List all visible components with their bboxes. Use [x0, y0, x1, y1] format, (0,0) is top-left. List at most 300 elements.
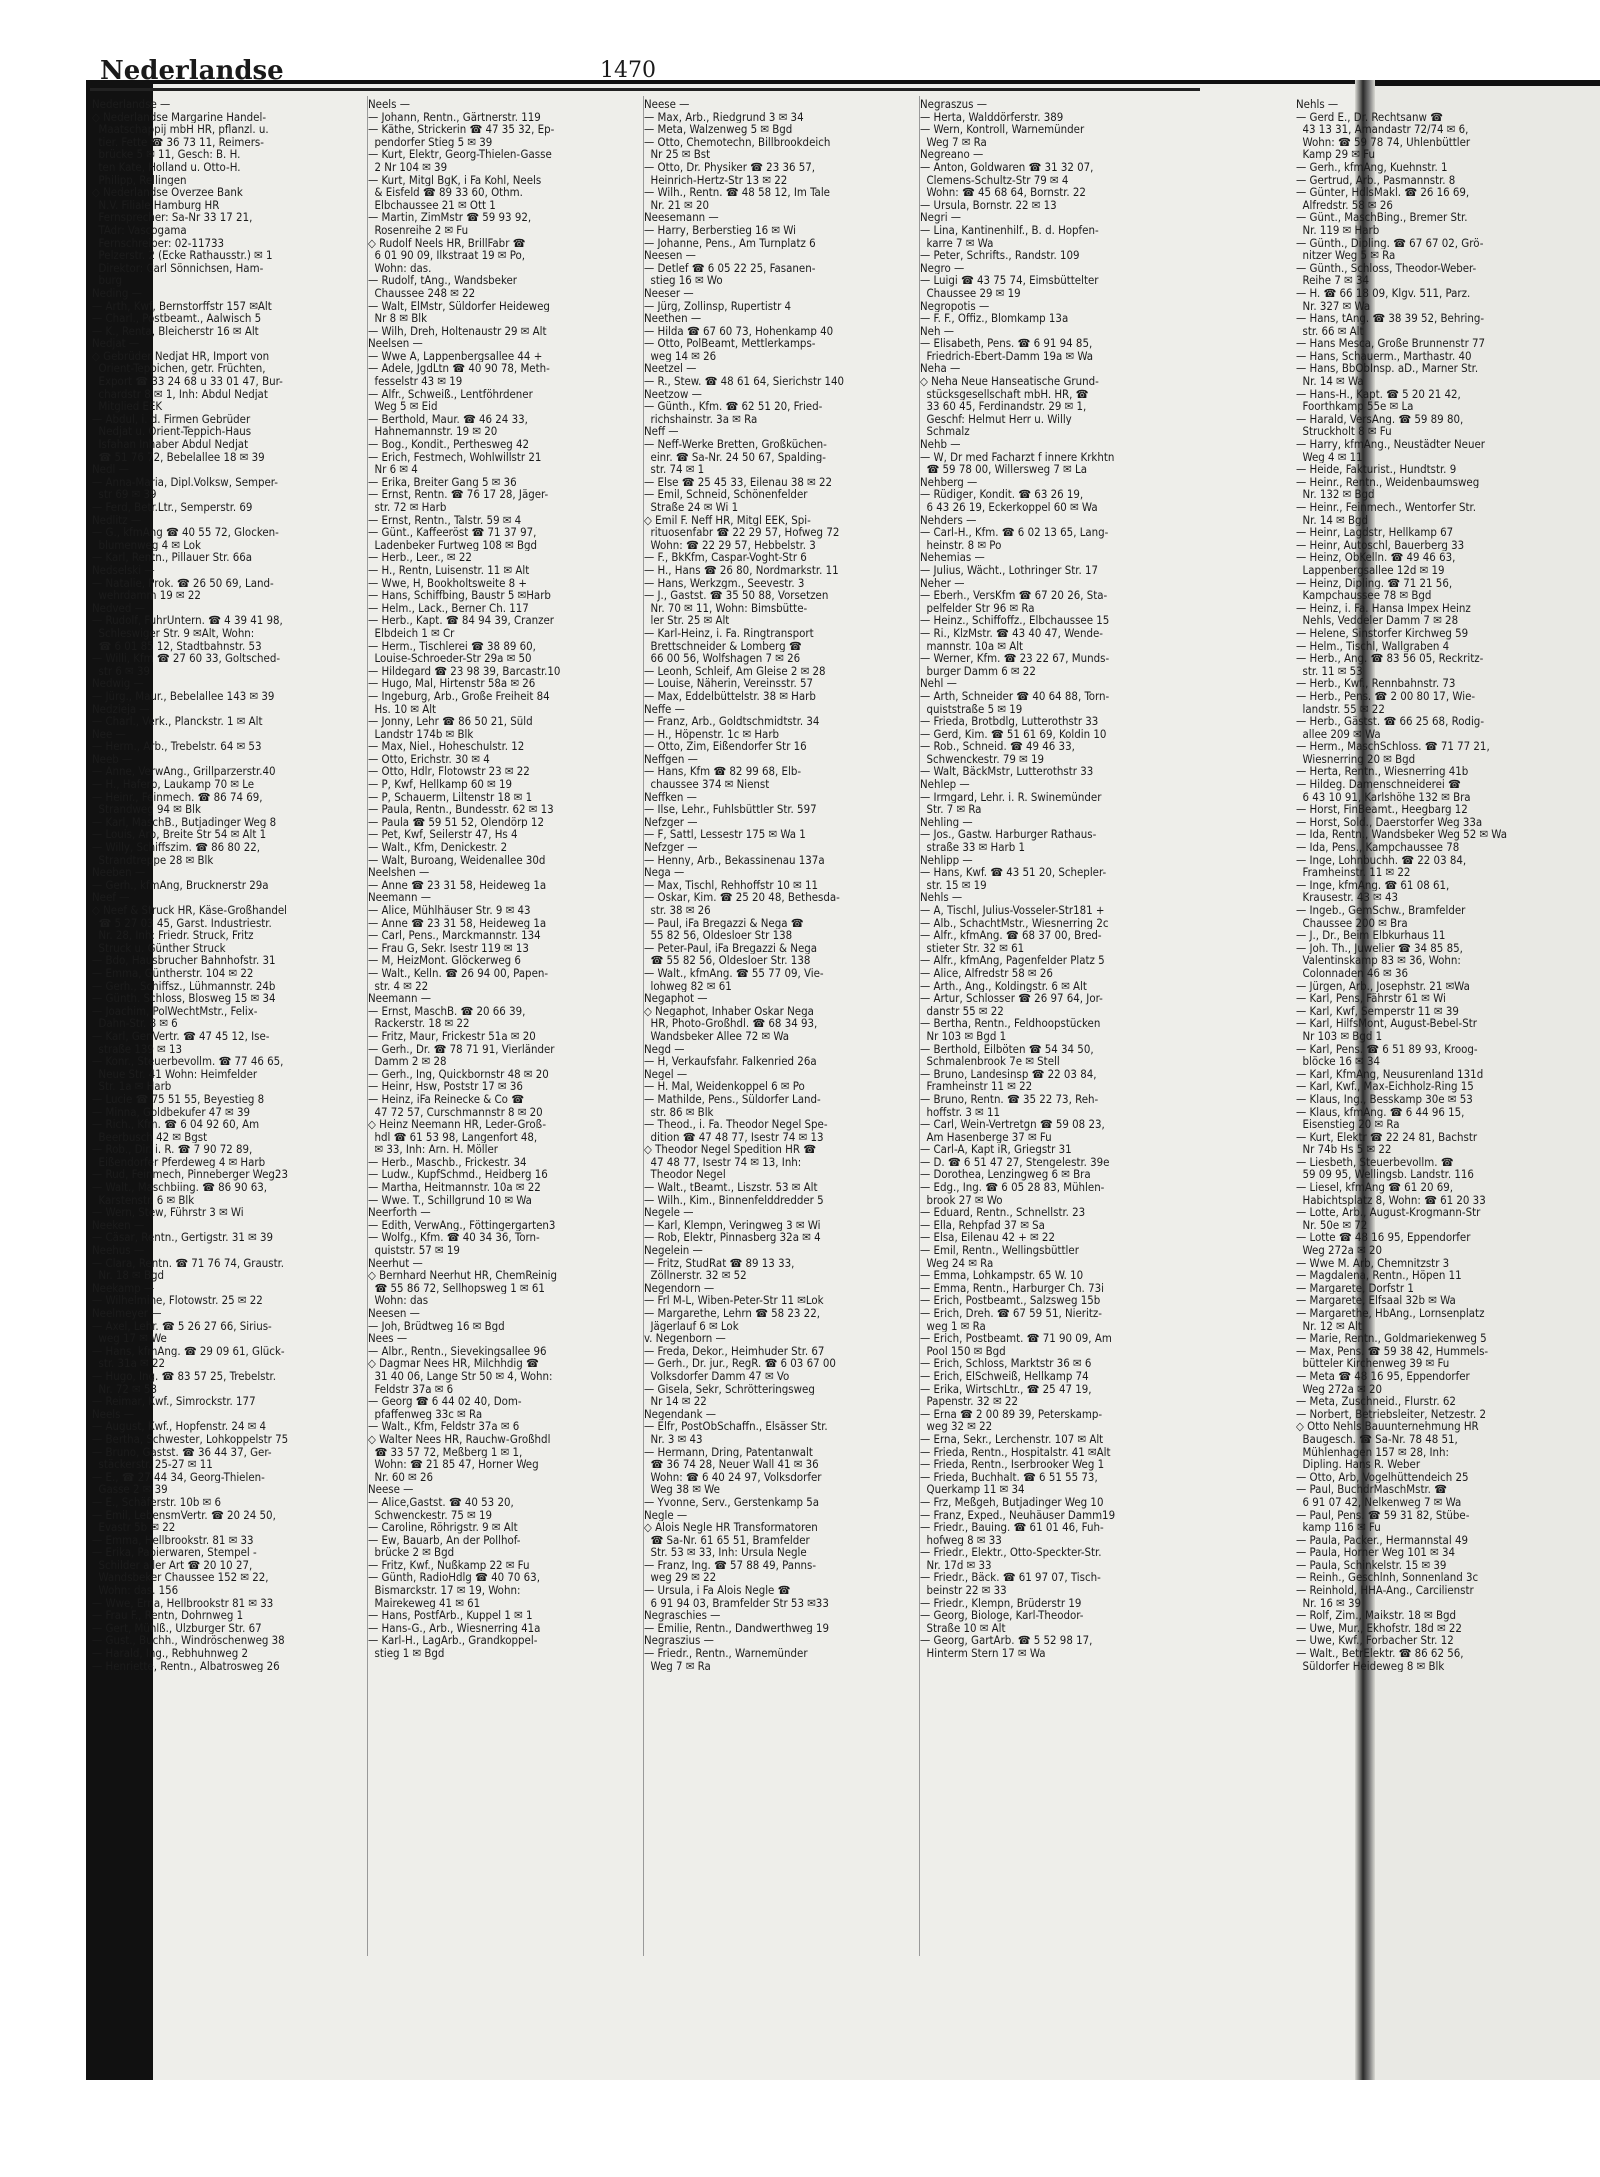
directory-entry-line: — Alice, Alfredstr 58 ✉ 26 [920, 966, 1053, 980]
directory-entry-line: Nehlep — [920, 778, 970, 791]
directory-entry-line: Kampchaussee 78 ✉ Bgd [1296, 589, 1432, 602]
directory-entry-line: str. 72 ✉ Harb [368, 501, 447, 514]
directory-column-4 [920, 98, 1195, 1968]
directory-entry-line: Negraszius — [644, 1634, 714, 1648]
directory-entry-line: Nees — [368, 1332, 408, 1345]
directory-entry-line: — Harald, Ing., Rebhuhnweg 2 [92, 1647, 249, 1660]
directory-entry-line: — Otto, Chemotechn, Billbrookdeich [644, 135, 831, 149]
directory-entry-line: Weg 7 ✉ Ra [644, 1659, 711, 1673]
directory-entry-line: — Heinz., Schiffoffz., Elbchaussee 15 [920, 614, 1110, 627]
directory-entry-line: — Rob., Dir. i. R. ☎ 7 90 72 89, [92, 1143, 253, 1156]
directory-entry-line: Nedved — [92, 601, 145, 615]
directory-entry-line: 6 43 10 91, Karlshöhe 132 ✉ Bra [1296, 790, 1471, 804]
directory-entry-line: — Bdo, Hausbrucher Bahnhofstr. 31 [92, 954, 276, 967]
directory-entry-line: — Günth, RadioHdlg ☎ 40 70 63, [368, 1571, 540, 1585]
directory-entry-line: Weg 272a ✉ 20 [1296, 1382, 1383, 1396]
directory-entry-line: — Wolfg., Kfm. ☎ 40 34 36, Torn- [368, 1231, 540, 1245]
directory-entry-line: burger Damm 6 ✉ 22 [920, 664, 1036, 678]
directory-entry-line: — August, Kwf., Hopfenstr. 24 ✉ 4 [92, 1420, 267, 1433]
directory-entry-line: ☎ 33 57 72, Meßberg 1 ✉ 1, [368, 1445, 523, 1459]
directory-entry-line: v. Negenborn — [644, 1332, 726, 1345]
directory-entry-line: Mairekeweg 41 ✉ 61 [368, 1596, 481, 1610]
directory-entry-line: Rackerstr. 18 ✉ 22 [368, 1017, 470, 1030]
directory-entry-line: — Inge, Lohnbuchh. ☎ 22 03 84, [1296, 853, 1467, 867]
directory-entry-line: — Hildegard ☎ 23 98 39, Barcastr.10 [368, 664, 561, 678]
directory-entry-line: — Abdul, i. d. Firmen Gebrüder [92, 412, 251, 426]
directory-entry-line: — Walt., Kfm, Feldstr 37a ✉ 6 [368, 1420, 520, 1433]
directory-entry-line: — Hermann, Dring, Patentanwalt [644, 1445, 813, 1459]
directory-entry-line: — Paul, iFa Bregazzi & Nega ☎ [644, 916, 804, 930]
directory-entry-line: Nedwig — [92, 677, 144, 690]
directory-entry-line: ◇ Neha Neue Hanseatische Grund- [920, 375, 1099, 388]
directory-entry-line: Wohn: ☎ 6 40 24 97, Volksdorfer [644, 1470, 822, 1484]
directory-entry-line: str. 15 ✉ 19 [920, 878, 987, 892]
directory-entry-line: Struckholt 8 ✉ Fu [1296, 425, 1392, 439]
directory-entry-line: — Wilh, Dreh, Holtenaustr 29 ✉ Alt [368, 324, 547, 338]
directory-entry-line: — Anne ☎ 23 31 58, Heideweg 1a [368, 878, 547, 892]
directory-entry-line: — Heinr, Lagdstr, Hellkamp 67 [1296, 526, 1454, 539]
directory-entry-line: Nehders — [920, 513, 977, 527]
directory-entry-line: — Joachim, PolWechtMstr., Felix- [92, 1004, 258, 1018]
directory-entry-line: Chaussee 200 ✉ Bra [1296, 916, 1408, 930]
directory-entry-line: ◇ Nederlandse Overzee Bank [92, 186, 243, 199]
directory-entry-line: Neelmeyer — [92, 1307, 162, 1320]
directory-entry-line: Valentinskamp 83 ✉ 36, Wohn: [1296, 954, 1461, 967]
directory-entry-line: Str. 53 ✉ 33, Inh: Ursula Negle [644, 1546, 807, 1559]
directory-entry-line: karre 7 ✉ Wa [920, 236, 994, 250]
directory-entry-line: Hahnemannstr. 19 ✉ 20 [368, 425, 498, 439]
directory-entry-line: ◇ Dagmar Nees HR, Milchhdig ☎ [368, 1357, 539, 1370]
directory-entry-line: — Adele, JgdLtn ☎ 40 90 78, Meth- [368, 362, 550, 376]
directory-entry-line: Weg 4 ✉ 11 [1296, 450, 1363, 464]
directory-entry-line: — Bertha, Rentn., Feldhoopstücken [920, 1017, 1101, 1030]
directory-entry-line: Weg 24 ✉ Ra [920, 1256, 994, 1270]
directory-entry-line: Nr 6 ✉ 4 [368, 463, 418, 476]
directory-entry-line: — Konr., Steuerbevollm. ☎ 77 46 65, [92, 1055, 284, 1068]
directory-entry-line: kamp 116 ✉ Fu [1296, 1521, 1381, 1534]
directory-entry-line: — Karl, MaschB., Butjadinger Weg 8 [92, 815, 277, 829]
directory-entry-line: — Detlef ☎ 6 05 22 25, Fasanen- [644, 261, 816, 275]
directory-entry-line: — Käthe, Strickerin ☎ 47 35 32, Ep- [368, 123, 555, 136]
directory-entry-line: Neher — [920, 576, 965, 590]
directory-entry-line: — Walt., kfmAng. ☎ 55 77 09, Vie- [644, 966, 824, 980]
directory-entry-line: blöcke 16 ✉ 34 [1296, 1055, 1381, 1068]
directory-entry-line: Nehls — [920, 891, 963, 904]
directory-entry-line: — Liesel, kfmAng ☎ 61 20 69, [1296, 1181, 1454, 1194]
directory-entry-line: — Henriette, Rentn., Albatrosweg 26 [92, 1659, 280, 1673]
directory-entry-line: — Berthold, Maur. ☎ 46 24 33, [368, 412, 528, 426]
directory-entry-line: — Kurt, Elektr, Georg-Thielen-Gasse [368, 148, 552, 161]
directory-entry-line: — Wwe M. Arb, Chemnitzstr 3 [1296, 1256, 1450, 1270]
directory-entry-line: — Lotte ☎ 48 16 95, Eppendorfer [1296, 1231, 1471, 1245]
directory-entry-line: pelfelder Str 96 ✉ Ra [920, 601, 1035, 615]
directory-entry-line: — Freda, Dekor., Heimhuder Str. 67 [644, 1344, 825, 1358]
directory-entry-line: ◇ Nederlandse Margarine Handel- [92, 110, 267, 124]
directory-entry-line: Elbchaussee 21 ✉ Ott 1 [368, 198, 496, 212]
directory-entry-line: — Leonh, Schleif, Am Gleise 2 ✉ 28 [644, 664, 826, 678]
directory-entry-line: — Alice, Mühlhäuser Str. 9 ✉ 43 [368, 904, 531, 917]
directory-entry-line: — Alfr., Schweiß., Lentföhrdener [368, 387, 533, 401]
directory-entry-line: — Horst, FinBeamt., Heegbarg 12 [1296, 803, 1468, 816]
directory-entry-line: 6 43 26 19, Eckerkoppel 60 ✉ Wa [920, 501, 1098, 514]
directory-entry-line: quiststraße 5 ✉ 19 [920, 702, 1023, 716]
directory-entry-line: — Bruno, Gastst. ☎ 36 44 37, Ger- [92, 1445, 272, 1459]
directory-entry-line: — Theod., i. Fa. Theodor Negel Spe- [644, 1118, 828, 1131]
directory-entry-line: — Berthold, Eilböten ☎ 54 34 50, [920, 1042, 1094, 1056]
directory-entry-line: — Frieda, Rentn., Hospitalstr. 41 ✉Alt [920, 1445, 1111, 1459]
directory-entry-line: — Karl, Pens. ☎ 6 51 89 93, Kroog- [1296, 1042, 1478, 1056]
directory-entry-line: — Arth., Ang., Koldingstr. 6 ✉ Alt [920, 979, 1087, 993]
directory-entry-line: burg [92, 274, 123, 287]
directory-entry-line: — Jos., Gastw. Harburger Rathaus- [920, 828, 1097, 842]
directory-entry-line: 33 60 45, Ferdinandstr. 29 ✉ 1, [920, 400, 1087, 413]
directory-entry-line: Neffe — [644, 702, 685, 716]
directory-entry-line: lohweg 82 ✉ 61 [644, 979, 732, 993]
directory-entry-line: — P, Kwf, Hellkamp 60 ✉ 19 [368, 778, 513, 791]
directory-entry-line: — Günth., Kfm. ☎ 62 51 20, Fried- [644, 400, 823, 413]
directory-entry-line: ◇ Emil F. Neff HR, Mitgl EEK, Spi- [644, 513, 811, 527]
directory-entry-line: — Irmgard, Lehr. i. R. Swinemünder [920, 790, 1102, 804]
directory-entry-line: — Max, Arb., Riedgrund 3 ✉ 34 [644, 110, 804, 124]
directory-entry-line: str. 4 ✉ 22 [368, 979, 429, 993]
directory-entry-line: — Herm., MaschSchloss. ☎ 71 77 21, [1296, 740, 1490, 753]
directory-entry-line: Neef — [92, 891, 130, 904]
directory-entry-line: Pool 150 ✉ Bgd [920, 1344, 1006, 1358]
directory-entry-line: — Gerh., kfmAng, Kuehnstr. 1 [1296, 160, 1448, 174]
directory-entry-line: Papenstr. 32 ✉ 22 [920, 1395, 1018, 1408]
directory-entry-line: — Walt., BetrElektr. ☎ 86 62 56, [1296, 1647, 1464, 1660]
directory-entry-line: 47 72 57, Curschmannstr 8 ✉ 20 [368, 1105, 543, 1119]
directory-entry-line: — J., Gastst. ☎ 35 50 88, Vorsetzen [644, 589, 829, 602]
directory-entry-line: — Willi, Kfm ☎ 27 60 33, Goltsched- [92, 652, 281, 665]
directory-entry-line: — Paul, BuchdrMaschMstr. ☎ [1296, 1483, 1447, 1496]
directory-entry-line: — Wilh., Rentn. ☎ 48 58 12, Im Tale [644, 186, 830, 199]
directory-entry-line: 31 40 06, Lange Str 50 ✉ 4, Wohn: [368, 1369, 553, 1383]
directory-entry-line: ☎ 55 82 56, Oldesloer Str. 138 [644, 954, 811, 967]
directory-entry-line: 43 13 31, Amandastr 72/74 ✉ 6, [1296, 123, 1469, 136]
directory-entry-line: Nr. 60 ✉ 26 [368, 1470, 434, 1484]
directory-entry-line: — Helene, Sinstorfer Kirchweg 59 [1296, 626, 1469, 640]
directory-entry-line: — H., Hans ☎ 26 80, Nordmarkstr. 11 [644, 563, 839, 577]
directory-entry-line: — Emma, Lohkampstr. 65 W. 10 [920, 1269, 1084, 1282]
directory-entry-line: Nr. 28, Inh: Friedr. Struck, Fritz [92, 929, 254, 942]
directory-entry-line: Neffgen — [644, 752, 698, 766]
directory-entry-line: brücke 2 ✉ Bgd [368, 1546, 455, 1559]
directory-entry-line: — Gertrud, Arb., Pasmannstr. 8 [1296, 173, 1456, 187]
directory-entry-line: — Helm., Lack., Berner Ch. 117 [368, 601, 529, 615]
directory-entry-line: — Hans, kfmAng. ☎ 29 09 61, Glück- [92, 1344, 285, 1358]
directory-entry-line: stieter Str. 32 ✉ 61 [920, 941, 1025, 955]
directory-entry-line: Nedlitz — [92, 513, 142, 527]
directory-entry-line: Elbdeich 1 ✉ Cr [368, 626, 455, 640]
directory-entry-line: — Reinhold, HHA-Ang., Carcilienstr [1296, 1584, 1474, 1597]
directory-entry-line: Nr. 50e ✉ 72 [1296, 1218, 1368, 1232]
directory-entry-line: — Erich, Dreh. ☎ 67 59 51, Nieritz- [920, 1307, 1102, 1320]
directory-entry-line: — D. ☎ 6 51 47 27, Stengelestr. 39e [920, 1155, 1110, 1169]
directory-entry-line: — Else ☎ 25 45 33, Eilenau 38 ✉ 22 [644, 475, 833, 489]
directory-entry-line: Nedzieja — [92, 702, 150, 716]
directory-entry-line: — Minna, Goldbekufer 47 ✉ 39 [92, 1105, 250, 1119]
directory-entry-line: — Otto, Arb, Vogelhüttendeich 25 [1296, 1470, 1469, 1484]
directory-entry-line: Negraszus — [920, 98, 988, 111]
directory-entry-line: Süldorfer Heideweg 8 ✉ Blk [1296, 1659, 1445, 1673]
directory-entry-line: chaussee 374 ✉ Nienst [644, 778, 770, 791]
directory-entry-line: — Harry, Berberstieg 16 ✉ Wi [644, 223, 796, 237]
directory-entry-line: Habichtsplatz 8, Wohn: ☎ 61 20 33 [1296, 1193, 1486, 1207]
directory-entry-line: pendorfer Stieg 5 ✉ 39 [368, 135, 493, 149]
directory-entry-line: — Anne ☎ 23 31 58, Heideweg 1a [368, 916, 547, 930]
directory-entry-line: ☎ 36 74 28, Neuer Wall 41 ✉ 36 [644, 1458, 819, 1471]
directory-entry-line: Neesen — [644, 249, 696, 262]
directory-entry-line: Nr. 21 ✉ 20 [644, 198, 710, 212]
directory-entry-line: stücksgesellschaft mbH. HR, ☎ [920, 387, 1089, 401]
directory-entry-line: — Oskar, Kim. ☎ 25 20 48, Bethesda- [644, 891, 840, 904]
directory-entry-line: Neeb — [92, 752, 133, 766]
directory-entry-line: hdl ☎ 61 53 98, Langenfort 48, [368, 1130, 538, 1144]
directory-entry-line: — Frieda, Rentn., Iserbrooker Weg 1 [920, 1458, 1105, 1471]
directory-entry-line: — Georg, Biologe, Karl-Theodor- [920, 1609, 1084, 1622]
directory-entry-line: 55 82 56, Oldesloer Str 138 [644, 929, 793, 942]
directory-entry-line: — K., Renta, Bleicherstr 16 ✉ Alt [92, 324, 259, 338]
directory-entry-line: — Herta, Rentn., Wiesnerring 41b [1296, 765, 1469, 779]
directory-entry-line: Schwenckestr. 79 ✉ 19 [920, 752, 1044, 766]
directory-entry-line: — Lucie ☎ 75 51 55, Beyestieg 8 [92, 1092, 265, 1106]
directory-entry-line: Neding — [92, 286, 142, 300]
directory-entry-line: Nefzger — [644, 815, 698, 829]
directory-entry-line: quiststr. 57 ✉ 19 [368, 1244, 460, 1257]
directory-entry-line: — Fritz, Kwf., Nußkamp 22 ✉ Fu [368, 1558, 530, 1572]
directory-entry-line: — Max, Eddelbüttelstr. 38 ✉ Harb [644, 689, 816, 703]
directory-entry-line: Nr. 17d ✉ 33 [920, 1558, 992, 1572]
directory-entry-line: Neels — [92, 1407, 134, 1421]
directory-entry-line: — Elsa, Eilenau 42 + ✉ 22 [920, 1231, 1055, 1245]
directory-entry-line: Fernsprecher: Sa-Nr 33 17 21, [92, 211, 253, 224]
directory-entry-line: Neue Str. 41 Wohn: Heimfelder [92, 1067, 258, 1081]
directory-entry-line: Nederlandse — [92, 98, 171, 111]
directory-entry-line: str. 74 ✉ 1 [644, 463, 705, 476]
directory-entry-line: — Hugo, Mal, Hirtenstr 58a ✉ 26 [368, 677, 536, 690]
directory-entry-line: — Günt., MaschBing., Bremer Str. [1296, 211, 1468, 224]
directory-entry-line: — Henny, Arb., Bekassinenau 137a [644, 853, 825, 867]
directory-entry-line: Brettschneider & Lomberg ☎ [644, 639, 802, 653]
directory-entry-line: Neese — [644, 98, 690, 111]
directory-entry-line: — H., Höpenstr. 1c ✉ Harb [644, 727, 780, 741]
directory-entry-line: — Anton, Goldwaren ☎ 31 32 07, [920, 160, 1094, 174]
directory-entry-line: str 6 ✉ 39 [92, 664, 150, 678]
directory-entry-line: Mühlenhagen 157 ✉ 28, Inh: [1296, 1445, 1449, 1459]
directory-entry-line: — Joh. Th., Juwelier ☎ 34 85 85, [1296, 941, 1463, 955]
directory-entry-line: Feldstr 37a ✉ 6 [368, 1382, 454, 1396]
directory-entry-line: — Bruno, Rentn. ☎ 35 22 73, Reh- [920, 1092, 1099, 1106]
directory-entry-line: — Karl, HilfsMont, August-Bebel-Str [1296, 1017, 1477, 1030]
directory-entry-line: Negraschies — [644, 1609, 721, 1622]
directory-entry-line: — Paula, Horner Weg 101 ✉ 34 [1296, 1546, 1456, 1559]
directory-entry-line: — Hilda ☎ 67 60 73, Hohenkamp 40 [644, 324, 834, 338]
directory-entry-line: — Reinh., Geschlnh, Sonnenland 3c [1296, 1571, 1479, 1585]
directory-entry-line: — Peter-Paul, iFa Bregazzi & Nega [644, 941, 818, 955]
directory-entry-line: Eisenstieg 20 ✉ Ra [1296, 1118, 1400, 1131]
page-header-title: Nederlandse [100, 56, 284, 86]
directory-entry-line: Nehberg — [920, 475, 978, 489]
directory-entry-line: Negropotis — [920, 299, 990, 313]
directory-entry-line: Neeser — [644, 286, 694, 300]
directory-entry-line: Geschf: Helmut Herr u. Willy [920, 412, 1072, 426]
directory-entry-line: — Anne, VerwAng., Grillparzerstr.40 [92, 765, 276, 779]
directory-entry-line: — Frau G, Sekr. Isestr 119 ✉ 13 [368, 941, 529, 955]
directory-entry-line: — Magdalena, Rentn., Höpen 11 [1296, 1269, 1462, 1282]
directory-entry-line: Schilder aller Art ☎ 20 10 27, [92, 1558, 253, 1572]
directory-entry-line: Neetzow — [644, 387, 702, 401]
directory-entry-line: — Caroline, Röhrigstr. 9 ✉ Alt [368, 1521, 518, 1534]
directory-entry-line: — Erna ☎ 2 00 89 39, Peterskamp- [920, 1407, 1103, 1421]
directory-entry-line: — Willy, Schiffszim. ☎ 86 80 22, [92, 841, 260, 854]
page-number: 1470 [600, 58, 656, 83]
directory-entry-line: — Carl, Pens., Marckmannstr. 134 [368, 929, 541, 942]
directory-entry-line: — Friedr., Klempn, Brüderstr 19 [920, 1596, 1082, 1610]
directory-entry-line: Nr. 18 ✉ Bgd [92, 1269, 165, 1282]
directory-entry-line: Nr. 14 ✉ Wa [1296, 375, 1364, 388]
directory-entry-line: — Elisabeth, Pens. ☎ 6 91 94 85, [920, 337, 1093, 350]
directory-entry-line: Struck u. Günther Struck [92, 941, 226, 955]
directory-entry-line: Nr. 327 ✉ Wa [1296, 299, 1371, 313]
directory-entry-line: — Yvonne, Serv., Gerstenkamp 5a [644, 1495, 820, 1509]
directory-entry-line: Lappenbergsallee 12d ✉ 19 [1296, 563, 1445, 577]
directory-entry-line: Querkamp 11 ✉ 34 [920, 1483, 1025, 1496]
directory-entry-line: — Ida, Pens., Kampchaussee 78 [1296, 841, 1460, 854]
directory-entry-line: Heinrich-Hertz-Str 13 ✉ 22 [644, 173, 788, 187]
directory-entry-line: Isfahan Inhaber Abdul Nedjat [92, 438, 249, 451]
directory-entry-line: — Günth., Dipling. ☎ 67 67 02, Grö- [1296, 236, 1484, 250]
directory-entry-line: — Reimar, Kwf., Simrockstr. 177 [92, 1395, 256, 1408]
directory-entry-line: Negle — [644, 1508, 688, 1522]
directory-entry-line: danstr 55 ✉ 22 [920, 1004, 1004, 1018]
directory-entry-line: — Otto, Zim, Eißendorfer Str 16 [644, 740, 807, 753]
directory-entry-line: — Paula, Schinkelstr. 15 ✉ 39 [1296, 1558, 1447, 1572]
directory-entry-line: — Anna-Maria, Dipl.Volksw, Semper- [92, 475, 278, 489]
directory-entry-line: — H, Verkaufsfahr. Falkenried 26a [644, 1055, 817, 1068]
directory-entry-line: — Erich, Schloss, Marktstr 36 ✉ 6 [920, 1357, 1092, 1370]
directory-entry-line: — Rudolf, FuhrUntern. ☎ 4 39 41 98, [92, 614, 283, 627]
directory-entry-line: Nr 103 ✉ Bgd 1 [920, 1029, 1007, 1043]
directory-entry-line: — Herb., Maschb., Frickestr. 34 [368, 1155, 527, 1169]
directory-entry-line: — Max, Niel., Hoheschulstr. 12 [368, 740, 525, 753]
directory-entry-line: — Frieda, Buchhalt. ☎ 6 51 55 73, [920, 1470, 1098, 1484]
directory-entry-line: — Karl, Pens, Fährstr 61 ✉ Wi [1296, 992, 1446, 1005]
directory-entry-line: Ladenbeker Furtweg 108 ✉ Bgd [368, 538, 538, 552]
directory-entry-line: — Gerh., Schiffsz., Lühmannstr. 24b [92, 979, 276, 993]
directory-column-1 [92, 98, 367, 1968]
directory-entry-line: str. 38 ✉ 26 [644, 904, 711, 917]
directory-entry-line: Reihe 7 ✉ 34 [1296, 274, 1369, 287]
directory-entry-line: — Günter, HdlsMakl. ☎ 26 16 69, [1296, 186, 1470, 199]
directory-entry-line: Nr. 72 ✉ 53 [92, 1382, 158, 1396]
directory-entry-line: — Klaus, Ing., Besskamp 30e ✉ 53 [1296, 1092, 1473, 1106]
directory-entry-line: Nedjat u. Orient-Teppich-Haus [92, 425, 252, 439]
directory-entry-line: Neehus — [92, 1244, 145, 1257]
directory-entry-line: Neeken — [92, 1218, 145, 1232]
directory-entry-line: ler Str. 25 ✉ Alt [644, 614, 730, 627]
directory-entry-line: Jägerlauf 6 ✉ Lok [644, 1319, 739, 1333]
directory-entry-line: Dipling. Hans R. Weber [1296, 1458, 1421, 1471]
directory-entry-line: — Georg, GartArb. ☎ 5 52 98 17, [920, 1634, 1093, 1648]
directory-entry-line: Schwenckestr. 75 ✉ 19 [368, 1508, 492, 1522]
directory-entry-line: — Ludw., KupfSchmd., Heidberg 16 [368, 1168, 548, 1182]
directory-entry-line: 6 01 90 09, Ilkstraat 19 ✉ Po, [368, 249, 526, 262]
directory-entry-line: — Ella, Rehpfad 37 ✉ Sa [920, 1218, 1045, 1232]
directory-entry-line: brook 27 ✉ Wo [920, 1193, 1003, 1207]
directory-entry-line: Beerbusch 42 ✉ Bgst [92, 1130, 208, 1144]
directory-entry-line: — Eduard, Rentn., Schnellstr. 23 [920, 1206, 1086, 1219]
directory-entry-line: — Julius, Wächt., Lothringer Str. 17 [920, 563, 1098, 577]
directory-entry-line: chardstr 8 ✉ 1, Inh: Abdul Nedjat [92, 387, 268, 401]
directory-entry-line: — Wern, Stew, Führstr 3 ✉ Wi [92, 1206, 244, 1219]
directory-entry-line: richshainstr. 3a ✉ Ra [644, 412, 758, 426]
directory-entry-line: — Louis, Arb, Breite Str 54 ✉ Alt 1 [92, 828, 267, 842]
directory-entry-line: N.V. Filiale Hamburg HR [92, 198, 220, 212]
directory-entry-line: Wohn: ☎ 21 85 47, Horner Weg [368, 1458, 539, 1471]
directory-entry-line: — Friedr., Rentn., Warnemünder [644, 1647, 808, 1660]
directory-entry-line: Wandsbeker Chaussee 152 ✉ 22, [92, 1571, 269, 1585]
directory-entry-line: Neels — [368, 98, 410, 111]
directory-entry-line: — Pet, Kwf, Seilerstr 47, Hs 4 [368, 828, 518, 842]
directory-entry-line: — Ernst, Rentn. ☎ 76 17 28, Jäger- [368, 488, 549, 501]
directory-entry-line: — Frz, Meßgeh, Butjadinger Weg 10 [920, 1495, 1104, 1509]
directory-entry-line: — Otto, Dr. Physiker ☎ 23 36 57, [644, 160, 816, 174]
directory-entry-line: Hs. 10 ✉ Alt [368, 702, 437, 716]
directory-entry-line: — Herta, Walddörferstr. 389 [920, 110, 1064, 124]
directory-entry-line: — Albr., Rentn., Sievekingsallee 96 [368, 1344, 547, 1358]
directory-entry-line: — Erich, Postbeamt., Salzsweg 15b [920, 1294, 1101, 1307]
directory-entry-line: Negendank — [644, 1407, 717, 1421]
directory-entry-line: — Paula, Rentn., Bundesstr. 62 ✉ 13 [368, 803, 554, 816]
directory-entry-line: Negaphot — [644, 992, 708, 1005]
directory-entry-line: Wohn: ☎ 59 78 74, Uhlenbüttler [1296, 135, 1471, 149]
directory-entry-line: — Ri., KlzMstr. ☎ 43 40 47, Wende- [920, 626, 1103, 640]
directory-entry-line: — H. ☎ 66 18 09, Klgv. 511, Parz. [1296, 286, 1471, 300]
directory-entry-line: — Max, Tischl, Rehhoffstr 10 ✉ 11 [644, 878, 818, 892]
directory-entry-line: — Hans-G., Arb., Wiesnerring 41a [368, 1621, 541, 1635]
directory-entry-line: Neha — [920, 362, 961, 376]
directory-entry-line: Export ☎ 33 24 68 u 33 01 47, Bur- [92, 375, 283, 388]
directory-entry-line: — Martin, ZimMstr ☎ 59 93 92, [368, 211, 532, 224]
directory-entry-line: — Ernst, MaschB. ☎ 20 66 39, [368, 1004, 526, 1018]
directory-entry-line: Landstr 174b ✉ Blk [368, 727, 474, 741]
directory-entry-line: — Gerh., Ing, Quickbornstr 48 ✉ 20 [368, 1067, 549, 1081]
directory-entry-line: Neesen — [368, 1307, 420, 1320]
directory-entry-line: — Walt, BäckMstr, Lutterothstr 33 [920, 765, 1094, 779]
directory-entry-line: — Emma, Rentn., Harburger Ch. 73i [920, 1281, 1104, 1295]
directory-entry-line: Nedjat — [92, 337, 140, 350]
directory-entry-line: stieg 1 ✉ Bgd [368, 1647, 445, 1660]
directory-entry-line: Nr 25 ✉ Bst [644, 148, 711, 161]
directory-entry-line: — Erna, Sekr., Lerchenstr. 107 ✉ Alt [920, 1432, 1104, 1446]
directory-entry-line: — Herm., Arb., Trebelstr. 64 ✉ 53 [92, 740, 262, 753]
directory-entry-line: Negreano — [920, 148, 984, 161]
directory-entry-line: — Heinz, ObKelln. ☎ 49 46 63, [1296, 551, 1456, 564]
directory-entry-line: — Meta, Walzenweg 5 ✉ Bgd [644, 123, 793, 136]
directory-entry-line: Straße 24 ✉ Wi 1 [644, 501, 739, 514]
directory-entry-line: stäckerstr. 25-27 ✉ 11 [92, 1458, 213, 1471]
directory-entry-line: — Horst, Sold., Daerstorfer Weg 33a [1296, 815, 1483, 829]
directory-entry-line: — Gerd E., Dr. Rechtsanw ☎ [1296, 110, 1443, 124]
directory-entry-line: — Herb., Gästst. ☎ 66 25 68, Rodig- [1296, 715, 1485, 728]
directory-entry-line: Negel — [644, 1067, 688, 1081]
directory-entry-line: Nehlipp — [920, 853, 973, 867]
directory-entry-line: Dahn-Str. 8 ✉ 6 [92, 1017, 178, 1030]
directory-entry-line: Direktor: Carl Sönnichsen, Ham- [92, 261, 264, 275]
directory-entry-line: wehrdamm 19 ✉ 22 [92, 589, 201, 602]
directory-entry-line: — Herb., Ang. ☎ 83 56 05, Reckritz- [1296, 652, 1484, 665]
